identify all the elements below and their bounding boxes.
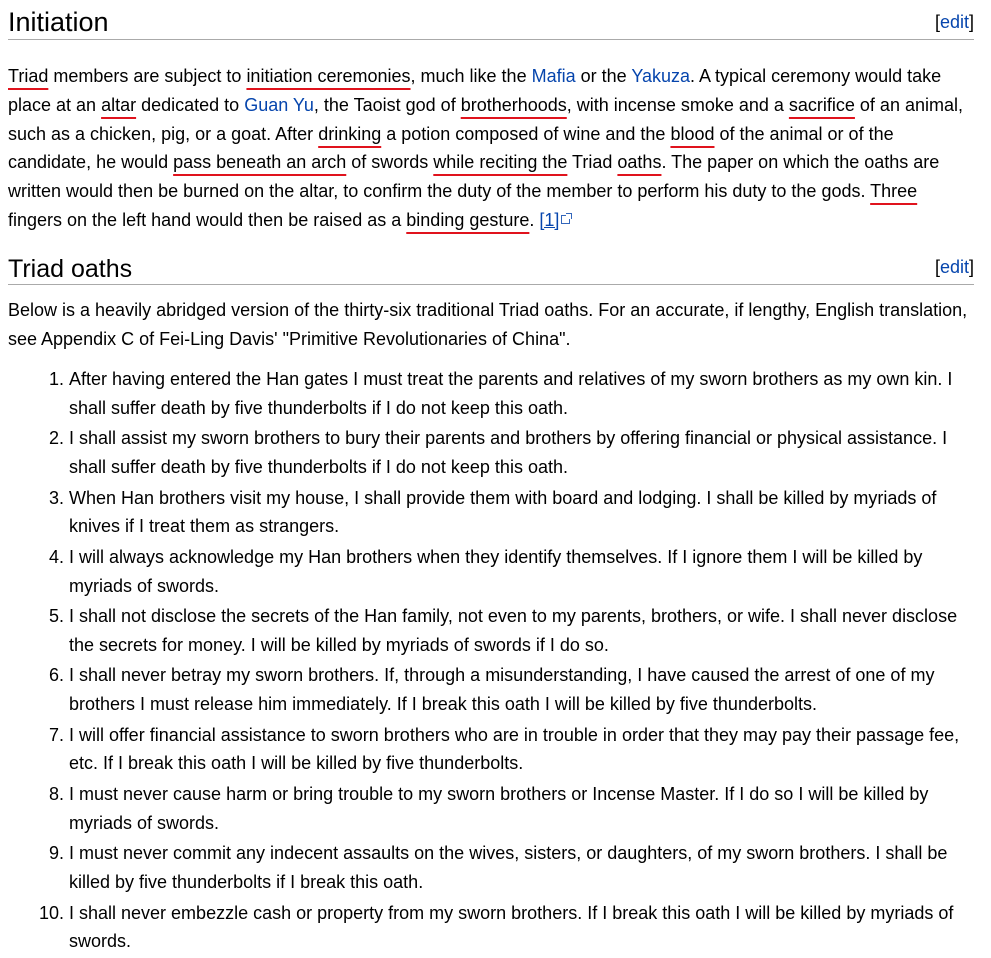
triad-oaths-title: Triad oaths bbox=[8, 255, 133, 283]
paragraph-text: of swords bbox=[346, 152, 434, 173]
oath-item: 1. After having entered the Han gates I must treat the parents and relatives of my sworn brothers as my own kin. I shall suffer death by five thunderbolts if I do not keep this oath. bbox=[69, 365, 970, 423]
marked-text: while reciting the bbox=[433, 152, 568, 173]
oath-item: 9. I must never commit any indecent assaults on the wives, sisters, or daughters, of my sworn brothers. I shall be killed by five thunderbolts if I break this oath. bbox=[69, 839, 970, 897]
paragraph-text: dedicated to bbox=[136, 94, 245, 115]
external-link-icon bbox=[561, 215, 570, 224]
oath-item: 3. When Han brothers visit my house, I shall provide them with board and lodging. I shall be killed by myriads of knives if I treat them as strangers. bbox=[69, 484, 970, 542]
paragraph-text: or the bbox=[575, 66, 632, 86]
paragraph-text: a potion composed of wine and the bbox=[381, 123, 671, 144]
initiation-heading bbox=[8, 6, 974, 40]
oaths-intro: Below is a heavily abridged version of the thirty-six traditional Triad oaths. For an accurate, if lengthy, English translation, see Appendix C of Fei-Ling Davis' "Primitive Revolutionaries of China". bbox=[8, 300, 968, 349]
oath-item: 10. I shall never embezzle cash or property from my sworn brothers. If I break this oath I will be killed by myriads of swords. bbox=[69, 899, 970, 957]
marked-text: altar bbox=[101, 94, 137, 115]
oath-item: 5. I shall not disclose the secrets of the Han family, not even to my parents, brothers, or wife. I shall never disclose the secrets for money. I will be killed by myriads of swords if I do so. bbox=[69, 602, 970, 660]
marked-text: binding gesture bbox=[406, 209, 530, 230]
paragraph-text: . A typical ceremony would take place at an bbox=[8, 66, 942, 115]
oath-item: 7. I will offer financial assistance to sworn brothers who are in trouble in order that they may pay their passage fee, etc. If I break this oath I will be killed by five thunderbolts. bbox=[69, 721, 970, 779]
paragraph-text: , much like the bbox=[410, 66, 532, 86]
paragraph-text: of the animal or of the candidate, he would bbox=[8, 123, 894, 173]
marked-text: pass beneath an arch bbox=[173, 152, 347, 173]
marked-text: oaths bbox=[617, 152, 662, 173]
initiation-title: Initiation bbox=[8, 7, 109, 37]
edit-link-initiation[interactable]: edit bbox=[939, 12, 969, 32]
oath-item: 2. I shall assist my sworn brothers to bury their parents and brothers by offering financial or physical assistance. I shall suffer death by five thunderbolts if I do not keep this oath. bbox=[69, 424, 970, 482]
paragraph-text: fingers on the left hand would then be raised as a bbox=[8, 209, 407, 230]
marked-text: drinking bbox=[318, 123, 382, 144]
oath-item: 8. I must never cause harm or bring trouble to my sworn brothers or Incense Master. If I do so I will be killed by myriads of swords. bbox=[69, 780, 970, 838]
marked-text: initiation ceremonies bbox=[246, 66, 411, 86]
oath-item: 6. I shall never betray my sworn brothers. If, through a misunderstanding, I have caused the arrest of one of my brothers I must release him immediately. If I break this oath I will be killed by five thunderbolts. bbox=[69, 661, 970, 719]
marked-text: brotherhoods bbox=[460, 94, 567, 115]
paragraph-text: , the Taoist god of bbox=[313, 94, 461, 115]
marked-text: Three bbox=[870, 181, 918, 202]
link-yakuza[interactable]: Yakuza bbox=[631, 66, 691, 86]
marked-text: blood bbox=[670, 123, 715, 144]
initiation-paragraph bbox=[8, 62, 974, 235]
link-mafia[interactable]: Mafia bbox=[531, 66, 576, 86]
triad-oaths-heading bbox=[8, 254, 974, 285]
paragraph-text: members are subject to bbox=[48, 66, 247, 86]
paragraph-text: . The paper on which the oaths are written would then be burned on the altar, to confirm the duty of the member to perform his duty to the gods. bbox=[8, 152, 940, 202]
edit-section-oaths: [edit] bbox=[934, 257, 974, 277]
paragraph-text: . bbox=[529, 209, 540, 230]
citation-link[interactable] bbox=[539, 210, 570, 230]
edit-link-oaths[interactable]: edit bbox=[939, 257, 969, 277]
paragraph-text: Triad bbox=[567, 152, 618, 173]
paragraph-text: , with incense smoke and a bbox=[566, 94, 789, 115]
marked-text: sacrifice bbox=[788, 94, 855, 115]
oaths-list bbox=[8, 365, 970, 958]
oath-item: 4. I will always acknowledge my Han brothers when they identify themselves. If I ignore them I will be killed by myriads of swords. bbox=[69, 543, 970, 601]
citation-text: [1] bbox=[539, 209, 560, 230]
link-guan-yu[interactable]: Guan Yu bbox=[244, 94, 314, 115]
paragraph-text: of an animal, such as a chicken, pig, or a goat. After bbox=[8, 94, 963, 144]
marked-text: Triad bbox=[8, 66, 49, 86]
edit-section-initiation: [edit] bbox=[934, 12, 974, 32]
